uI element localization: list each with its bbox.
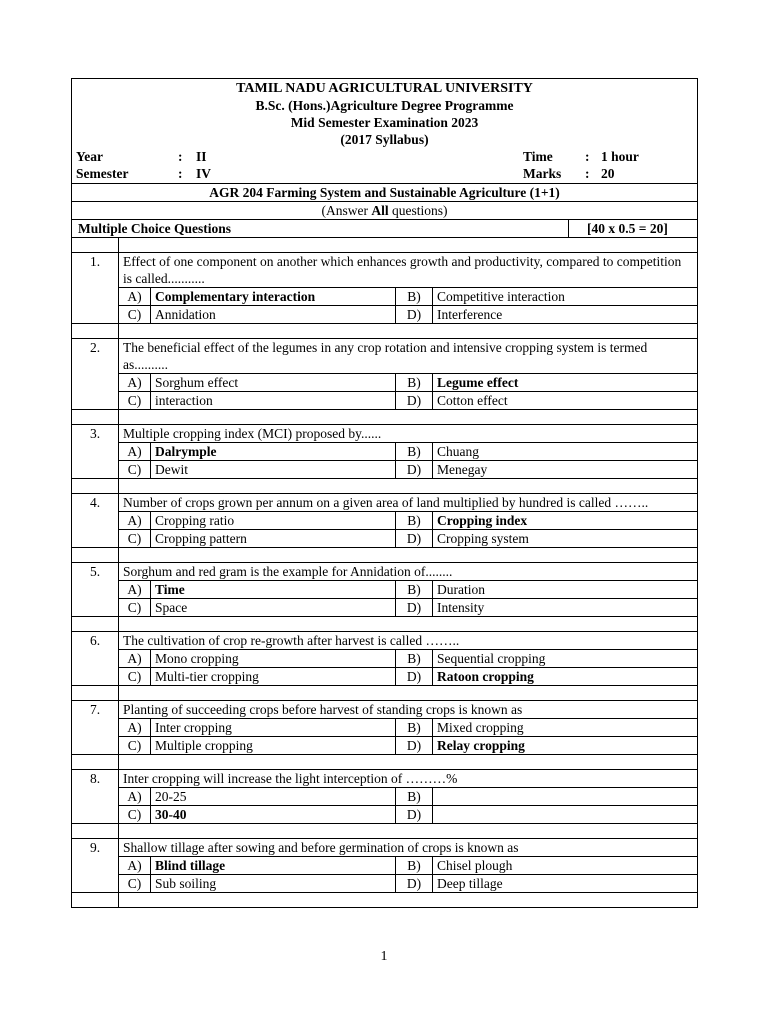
question-text: Planting of succeeding crops before harvest of standing crops is known as	[119, 701, 698, 719]
question-number: 2.	[72, 339, 119, 410]
question-text: Multiple cropping index (MCI) proposed by......	[119, 425, 698, 443]
course-title: AGR 204 Farming System and Sustainable Agriculture (1+1)	[72, 184, 698, 202]
spacer-row	[72, 548, 698, 563]
option-text: Cropping system	[433, 530, 698, 548]
option-letter: D)	[396, 806, 433, 824]
spacer-row	[72, 893, 698, 908]
question-row	[72, 253, 698, 288]
exam-table	[71, 78, 698, 908]
option-row	[72, 668, 698, 686]
question-row	[72, 770, 698, 788]
year-value: II	[196, 149, 207, 164]
question-text: Shallow tillage after sowing and before germination of crops is known as	[119, 839, 698, 857]
option-letter: B)	[396, 788, 433, 806]
option-row	[72, 650, 698, 668]
option-text: Relay cropping	[433, 737, 698, 755]
option-text: Cropping index	[433, 512, 698, 530]
syllabus-title: (2017 Syllabus)	[340, 132, 429, 147]
option-letter: D)	[396, 392, 433, 410]
question-row	[72, 632, 698, 650]
option-text: Dalrymple	[151, 443, 396, 461]
option-letter: D)	[396, 599, 433, 617]
option-text: Dewit	[151, 461, 396, 479]
option-letter: A)	[119, 374, 151, 392]
question-row	[72, 701, 698, 719]
option-text: interaction	[151, 392, 396, 410]
question-text: Inter cropping will increase the light interception of ………%	[119, 770, 698, 788]
option-row	[72, 737, 698, 755]
option-letter: A)	[119, 581, 151, 599]
option-row	[72, 530, 698, 548]
option-letter: D)	[396, 737, 433, 755]
question-number: 6.	[72, 632, 119, 686]
option-text: Chisel plough	[433, 857, 698, 875]
option-letter: B)	[396, 443, 433, 461]
option-letter: C)	[119, 599, 151, 617]
option-letter: D)	[396, 461, 433, 479]
option-text: Multi-tier cropping	[151, 668, 396, 686]
marks-label: Marks	[523, 166, 562, 181]
programme-title: B.Sc. (Hons.)Agriculture Degree Programme	[255, 98, 514, 113]
option-row	[72, 288, 698, 306]
semester-value: IV	[196, 166, 212, 181]
option-text: Cropping pattern	[151, 530, 396, 548]
option-letter: D)	[396, 306, 433, 324]
option-letter: A)	[119, 857, 151, 875]
option-letter: B)	[396, 581, 433, 599]
option-row	[72, 788, 698, 806]
option-text: Duration	[433, 581, 698, 599]
option-letter: A)	[119, 719, 151, 737]
option-text: Annidation	[151, 306, 396, 324]
question-row	[72, 839, 698, 857]
option-letter: B)	[396, 857, 433, 875]
option-letter: C)	[119, 530, 151, 548]
option-text: Sequential cropping	[433, 650, 698, 668]
question-number: 4.	[72, 494, 119, 548]
option-letter: B)	[396, 650, 433, 668]
section-title: Multiple Choice Questions	[78, 221, 232, 236]
option-text	[433, 806, 698, 824]
spacer-row	[72, 617, 698, 632]
year-time-block	[76, 148, 693, 182]
option-row	[72, 719, 698, 737]
option-row	[72, 581, 698, 599]
colon: :	[178, 166, 183, 181]
section-marks: [40 x 0.5 = 20]	[568, 220, 697, 237]
spacer-row	[72, 324, 698, 339]
spacer-row	[72, 479, 698, 494]
option-letter: D)	[396, 875, 433, 893]
question-number: 1.	[72, 253, 119, 324]
option-row	[72, 599, 698, 617]
option-letter: A)	[119, 443, 151, 461]
option-text: Time	[151, 581, 396, 599]
option-letter: C)	[119, 737, 151, 755]
option-letter: A)	[119, 288, 151, 306]
question-number: 9.	[72, 839, 119, 893]
option-text: Cropping ratio	[151, 512, 396, 530]
question-number: 8.	[72, 770, 119, 824]
instructions: (Answer All questions)	[72, 202, 698, 220]
option-letter: B)	[396, 288, 433, 306]
option-text: Chuang	[433, 443, 698, 461]
marks-value: 20	[601, 166, 615, 181]
option-text: Space	[151, 599, 396, 617]
option-letter: B)	[396, 374, 433, 392]
option-row	[72, 461, 698, 479]
time-value: 1 hour	[601, 149, 639, 164]
option-text: Deep tillage	[433, 875, 698, 893]
option-text: Menegay	[433, 461, 698, 479]
question-text: Effect of one component on another which enhances growth and productivity, compared to competition is called...........	[119, 253, 698, 288]
question-text: The cultivation of crop re-growth after harvest is called ……..	[119, 632, 698, 650]
option-letter: C)	[119, 806, 151, 824]
spacer-row	[72, 755, 698, 770]
option-letter: C)	[119, 306, 151, 324]
question-number: 3.	[72, 425, 119, 479]
option-row	[72, 512, 698, 530]
semester-label: Semester	[76, 166, 129, 181]
option-letter: D)	[396, 530, 433, 548]
option-letter: C)	[119, 875, 151, 893]
exam-title: Mid Semester Examination 2023	[290, 115, 479, 130]
page-number: 1	[380, 949, 388, 964]
spacer-row	[72, 686, 698, 701]
question-row	[72, 494, 698, 512]
option-letter: B)	[396, 512, 433, 530]
option-text: Cotton effect	[433, 392, 698, 410]
option-text: 20-25	[151, 788, 396, 806]
option-text: Mixed cropping	[433, 719, 698, 737]
year-label: Year	[76, 149, 103, 164]
colon: :	[585, 149, 590, 164]
option-text: Legume effect	[433, 374, 698, 392]
option-letter: A)	[119, 512, 151, 530]
question-row	[72, 339, 698, 374]
spacer-row	[72, 238, 698, 253]
option-text: Sub soiling	[151, 875, 396, 893]
option-text: Complementary interaction	[151, 288, 396, 306]
question-text: Sorghum and red gram is the example for Annidation of........	[119, 563, 698, 581]
option-row	[72, 857, 698, 875]
question-row	[72, 425, 698, 443]
option-row	[72, 806, 698, 824]
spacer-row	[72, 824, 698, 839]
option-text: Ratoon cropping	[433, 668, 698, 686]
exam-sheet	[71, 78, 697, 908]
colon: :	[178, 149, 183, 164]
option-text	[433, 788, 698, 806]
option-text: Mono cropping	[151, 650, 396, 668]
time-label: Time	[523, 149, 553, 164]
option-text: Competitive interaction	[433, 288, 698, 306]
option-text: Blind tillage	[151, 857, 396, 875]
option-letter: A)	[119, 650, 151, 668]
option-letter: A)	[119, 788, 151, 806]
question-text: Number of crops grown per annum on a given area of land multiplied by hundred is called ……..	[119, 494, 698, 512]
option-text: Interference	[433, 306, 698, 324]
option-row	[72, 306, 698, 324]
option-row	[72, 392, 698, 410]
question-number: 5.	[72, 563, 119, 617]
option-letter: C)	[119, 668, 151, 686]
option-text: Multiple cropping	[151, 737, 396, 755]
option-letter: D)	[396, 668, 433, 686]
question-text: The beneficial effect of the legumes in any crop rotation and intensive cropping system is termed as..........	[119, 339, 698, 374]
option-letter: C)	[119, 461, 151, 479]
option-text: 30-40	[151, 806, 396, 824]
option-row	[72, 875, 698, 893]
option-letter: B)	[396, 719, 433, 737]
option-text: Inter cropping	[151, 719, 396, 737]
university-title: TAMIL NADU AGRICULTURAL UNIVERSITY	[236, 81, 533, 96]
colon: :	[585, 166, 590, 181]
question-number: 7.	[72, 701, 119, 755]
option-row	[72, 374, 698, 392]
spacer-row	[72, 410, 698, 425]
option-text: Intensity	[433, 599, 698, 617]
question-row	[72, 563, 698, 581]
option-row	[72, 443, 698, 461]
option-text: Sorghum effect	[151, 374, 396, 392]
option-letter: C)	[119, 392, 151, 410]
